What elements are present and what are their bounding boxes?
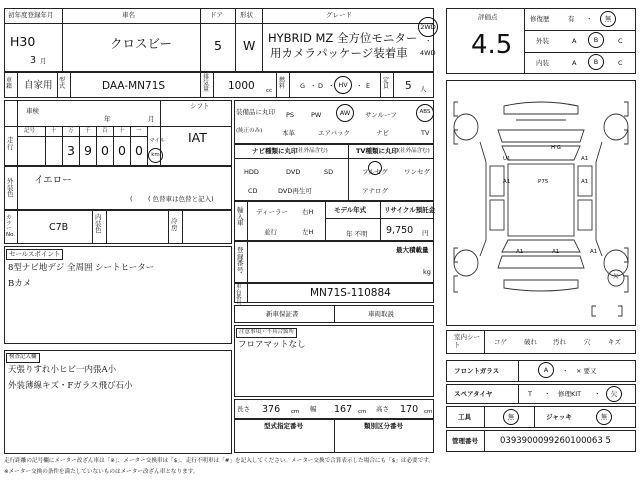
repair-no: 無 — [604, 15, 612, 23]
import-right: 右H — [302, 208, 314, 216]
recycle-value: 9,750 — [386, 225, 414, 236]
jack-value-circle — [596, 409, 612, 425]
exterior-paren: ( — [130, 195, 133, 203]
car-mark-a1-rear-left: A1 — [516, 249, 524, 255]
door-front-left — [490, 166, 504, 196]
displacement-label: 排気量 — [203, 74, 210, 93]
fuel-hv: HV — [338, 81, 348, 89]
inspection-label: 車検 — [26, 107, 39, 115]
rear-bumper — [504, 280, 578, 291]
interior-grade-a: A — [572, 59, 577, 67]
seat-dirt: 汚れ — [553, 338, 566, 346]
windshield-grade-circle — [538, 362, 554, 378]
navi-title: ナビ種類に丸印 — [252, 147, 298, 155]
windshield-note: × 要又 — [576, 367, 597, 375]
model-label: 型式 — [59, 77, 66, 90]
doors-label: ドア — [210, 11, 223, 19]
navi-hdd: HDD — [244, 168, 259, 176]
mileage-digit-2: 9 — [84, 143, 92, 158]
tv-fullseg: フルセグ — [362, 168, 388, 176]
interior-grade-c: C — [618, 59, 623, 67]
exterior-grade-b: B — [593, 36, 599, 44]
wheel-rear-right — [604, 250, 628, 276]
capacity-unit: 人 — [420, 85, 427, 93]
mileage-header-code: 記号 — [24, 128, 36, 134]
registration-no-label: 登録番号 — [237, 246, 244, 274]
chassis-value: MN71S-110884 — [310, 287, 391, 299]
management-label: 管理番号 — [452, 437, 478, 445]
equip-ps: PS — [286, 111, 295, 119]
mileage-header-10: 十 — [51, 128, 57, 134]
equip-abs: ABS — [419, 109, 431, 115]
equip-tv: TV — [421, 129, 430, 137]
fuel-dot-1: ・ — [310, 82, 317, 90]
length-label: 長さ — [237, 405, 250, 413]
tools-value-circle — [503, 409, 519, 425]
wheel-front-right — [604, 114, 628, 140]
shift-label: シフト — [190, 102, 210, 110]
inspector-line1: 天張りすれ小ヒビ一内張A小 — [8, 365, 117, 375]
repair-dot: ・ — [586, 15, 593, 23]
jack-value: 無 — [600, 413, 608, 421]
import-label: 輸入車 — [237, 206, 244, 227]
selling-points-line1: 8型ナビ地デジ 全周囲 シートヒーター — [8, 263, 155, 273]
chassis-label: 車台番号 — [236, 284, 242, 307]
model-value: DAA-MN71S — [102, 80, 166, 92]
wheel-rear-left — [454, 250, 478, 276]
displacement-value: 1000 — [228, 80, 255, 92]
class-number-label: 類別区分番号 — [364, 422, 403, 430]
spare-tire-bracket-right — [618, 306, 622, 316]
windshield — [502, 146, 580, 160]
drive-2wd-circle — [418, 17, 438, 37]
capacity-label: 定員 — [383, 77, 390, 90]
car-name-label: 車名 — [122, 11, 135, 19]
fuel-g: G — [300, 82, 306, 90]
interior-grade-label: 内装 — [536, 59, 549, 67]
car-mark-a1-rear-mid: A1 — [552, 249, 560, 255]
grade-line1: HYBRID MZ 全方位モニター — [268, 31, 418, 45]
car-diagram — [446, 80, 636, 326]
fuel-dot-2: ・ — [328, 82, 335, 90]
width-unit: cm — [358, 409, 367, 415]
shape-value: W — [243, 38, 256, 53]
inspection-year-unit: 年 — [104, 115, 111, 123]
equip-navi: ナビ — [376, 129, 389, 137]
grade-label: グレード — [326, 11, 352, 19]
capacity-value: 5 — [405, 80, 412, 92]
year-value: H30 — [10, 34, 36, 49]
footer-line1: 走行距離の記号欄にメーター改ざん車は「※」、メーター交換車は「$」、走行不明車は「#」を記入してください。メーター交換で合算表示した場合にも「$」は必要です。 — [4, 458, 434, 464]
equipment-block — [234, 100, 434, 144]
body-right-side — [596, 142, 602, 256]
equip-abs-circle — [416, 104, 434, 122]
car-mark-a1-right-mid: A1 — [581, 179, 589, 185]
reg-value: 自家用 — [24, 80, 53, 91]
drive-separator: ・ — [425, 37, 432, 45]
tv-title-note: (社外品含む) — [398, 148, 430, 154]
model-year-label: モデル年式 — [334, 206, 367, 214]
fuel-hv-circle — [334, 76, 352, 94]
exterior-block — [4, 166, 232, 210]
mileage-digit-5: 0 — [135, 143, 143, 158]
width-label: 幅 — [310, 405, 317, 413]
score-label: 評価点 — [478, 13, 498, 21]
car-mark-u1: U1 — [503, 156, 511, 162]
equip-pw: PW — [311, 111, 322, 119]
navi-dvd-playback: DVD再生可 — [278, 187, 312, 195]
navi-sd: SD — [324, 168, 334, 176]
mileage-digit-3: 0 — [101, 143, 109, 158]
payload-unit: kg — [423, 268, 431, 276]
warranty-booklet: 新車保証書 — [266, 310, 299, 318]
selling-points-label: セールスポイント — [6, 249, 63, 260]
seat-burn: コゲ — [494, 338, 507, 346]
height-unit: cm — [424, 409, 433, 415]
management-value: 0393900099260100063 5 — [500, 436, 611, 446]
mileage-header-1: 一 — [136, 128, 142, 134]
equip-aw: AW — [339, 109, 351, 117]
import-parallel: 並行 — [264, 228, 277, 236]
notes-label: 注意事項・不具合箇所 — [236, 328, 297, 338]
inspection-month-unit: 月 — [148, 115, 155, 123]
navi-cd: CD — [248, 187, 258, 195]
footer-line2: ※メーター交換の条件を満たしていないものはメーター改ざん車となります。 — [4, 469, 199, 475]
seat-tear: 破れ — [524, 338, 537, 346]
tv-title: TV種類に丸印 — [356, 147, 398, 155]
selling-points-block — [4, 246, 232, 344]
rear-window — [502, 240, 580, 252]
fuel-label: 燃料 — [279, 77, 286, 90]
interior-grade-b-circle — [588, 54, 604, 70]
length-unit: cm — [291, 409, 300, 415]
doors-value: 5 — [214, 38, 222, 53]
shape-label: 形状 — [240, 11, 253, 19]
drive-2wd: 2WD — [420, 23, 436, 31]
color-no-label: カラーNo. — [6, 215, 16, 238]
height-value: 170 — [400, 404, 419, 415]
car-mark-a1-left: A1 — [503, 179, 511, 185]
tools-value: 無 — [507, 413, 515, 421]
interior-seat-label: 室内シート — [454, 333, 480, 350]
displacement-unit: cc — [266, 88, 273, 94]
width-value: 167 — [334, 404, 353, 415]
mileage-header-100: 百 — [102, 128, 108, 134]
exterior-grade-a: A — [572, 37, 577, 45]
exterior-color: イエロー — [34, 175, 72, 186]
mileage-header-1k: 千 — [85, 128, 91, 134]
reg-year-label: 初年度登録年月 — [8, 11, 54, 19]
exterior-grade-b-circle — [588, 32, 604, 48]
spare-missing-circle — [606, 386, 622, 402]
car-mark-hg: H'G — [551, 145, 561, 151]
length-value: 376 — [262, 404, 281, 415]
equipment-sublabel: (純正のみ) — [236, 128, 263, 134]
fuel-dot-3: ・ — [356, 82, 363, 90]
seat-hole: 穴 — [584, 338, 591, 346]
shift-value: IAT — [188, 130, 207, 145]
fuel-d: D — [318, 82, 324, 90]
inspector-line2: 外装薄線キズ・Fガラス飛び石小 — [8, 381, 133, 391]
interior-grade-b: B — [593, 58, 599, 66]
payload-label: 最大積載量 — [396, 246, 429, 254]
fuel-e: E — [366, 82, 371, 90]
hood — [498, 130, 584, 142]
roof — [508, 164, 574, 236]
spare-t: T — [528, 390, 532, 398]
spare-missing: 欠 — [610, 390, 618, 398]
spare-dot-2: ・ — [594, 390, 601, 398]
reg-label: 車籍 — [6, 77, 13, 90]
owners-manual: 車両取説 — [368, 310, 394, 318]
drive-4wd: 4WD — [420, 49, 436, 57]
seat-scratch: キズ — [608, 338, 621, 346]
car-name-value: クロスビー — [110, 36, 173, 51]
inspector-label: 検査記入欄 — [6, 353, 40, 363]
mileage-unit-km: km — [151, 152, 160, 158]
car-mark-p75: P75 — [538, 179, 549, 185]
exterior-grade-label: 外装 — [536, 37, 549, 45]
model-year-value: 年 不明 — [346, 230, 368, 238]
spare-tire-bracket — [592, 306, 596, 316]
car-mark-a1-rear-right: A1 — [590, 249, 598, 255]
repair-yes: 有 — [568, 15, 575, 23]
wheel-front-left — [454, 114, 478, 140]
import-left: 左H — [302, 228, 314, 236]
windshield-dot: ・ — [562, 367, 569, 375]
spare-dot-1: ・ — [544, 390, 551, 398]
spare-tire-mark: 欠 — [613, 274, 619, 280]
mileage-unit-mile: マイル — [149, 138, 166, 144]
body-left-side — [480, 142, 486, 256]
door-rear-right — [578, 200, 592, 230]
tools-label: 工具 — [458, 413, 471, 421]
exterior-note: ( 色替車は色替と記入) — [148, 195, 214, 203]
trunk — [498, 256, 584, 268]
mileage-digit-1: 3 — [67, 143, 75, 158]
windshield-label: フロントガラス — [454, 367, 500, 375]
repair-label: 修復歴 — [530, 15, 550, 23]
month-value: 3 — [30, 55, 37, 66]
color-no-row — [4, 210, 232, 244]
tv-analog: アナログ — [362, 187, 388, 195]
month-unit: 月 — [40, 57, 47, 65]
mileage-label: 走行 — [7, 136, 14, 151]
notes-value: フロアマットなし — [238, 340, 306, 350]
tv-oneseg: ワンセグ — [404, 168, 430, 176]
spare-tire-label: スペアタイヤ — [454, 390, 493, 398]
grade-line2: 用カメラパッケージ装着車 — [270, 46, 408, 60]
jack-label: ジャッキ — [546, 413, 572, 421]
equip-aw-circle — [336, 104, 354, 122]
equip-leather: 本革 — [282, 129, 295, 137]
aircon-label: 冷房 — [171, 217, 178, 232]
mileage-km-circle — [148, 148, 163, 163]
windshield-grade: A — [543, 366, 549, 374]
spare-repair-kit: 修理KIT — [558, 390, 582, 398]
equip-sunroof: サンルーフ — [365, 111, 397, 119]
mileage-digit-4: 0 — [118, 143, 126, 158]
navi-title-note: (社外品含む) — [296, 148, 328, 154]
equip-airbag: エアバック — [318, 129, 350, 137]
navi-dvd: DVD — [286, 168, 301, 176]
exterior-label: 外装色 — [7, 177, 14, 198]
door-rear-left — [490, 200, 504, 230]
height-label: 高さ — [376, 405, 389, 413]
import-dealer: ディーラー — [256, 208, 288, 216]
score-value: 4.5 — [471, 30, 513, 60]
exterior-grade-c: C — [618, 37, 623, 45]
color-no-value: C7B — [49, 222, 69, 233]
selling-points-line2: Bカメ — [8, 279, 32, 289]
equipment-label: 装備品に丸印 — [236, 108, 275, 116]
front-bumper — [504, 102, 578, 114]
mileage-header-10k: 万 — [68, 128, 74, 134]
recycle-label: リサイクル預託金 — [384, 206, 436, 214]
type-designation-label: 型式指定番号 — [264, 422, 303, 430]
recycle-unit: 円 — [422, 229, 429, 237]
mileage-header-10b: 十 — [119, 128, 125, 134]
car-mark-a1-right-top: A1 — [581, 156, 589, 162]
repair-no-circle — [600, 11, 616, 27]
interior-color-label: 内装色 — [95, 213, 102, 234]
